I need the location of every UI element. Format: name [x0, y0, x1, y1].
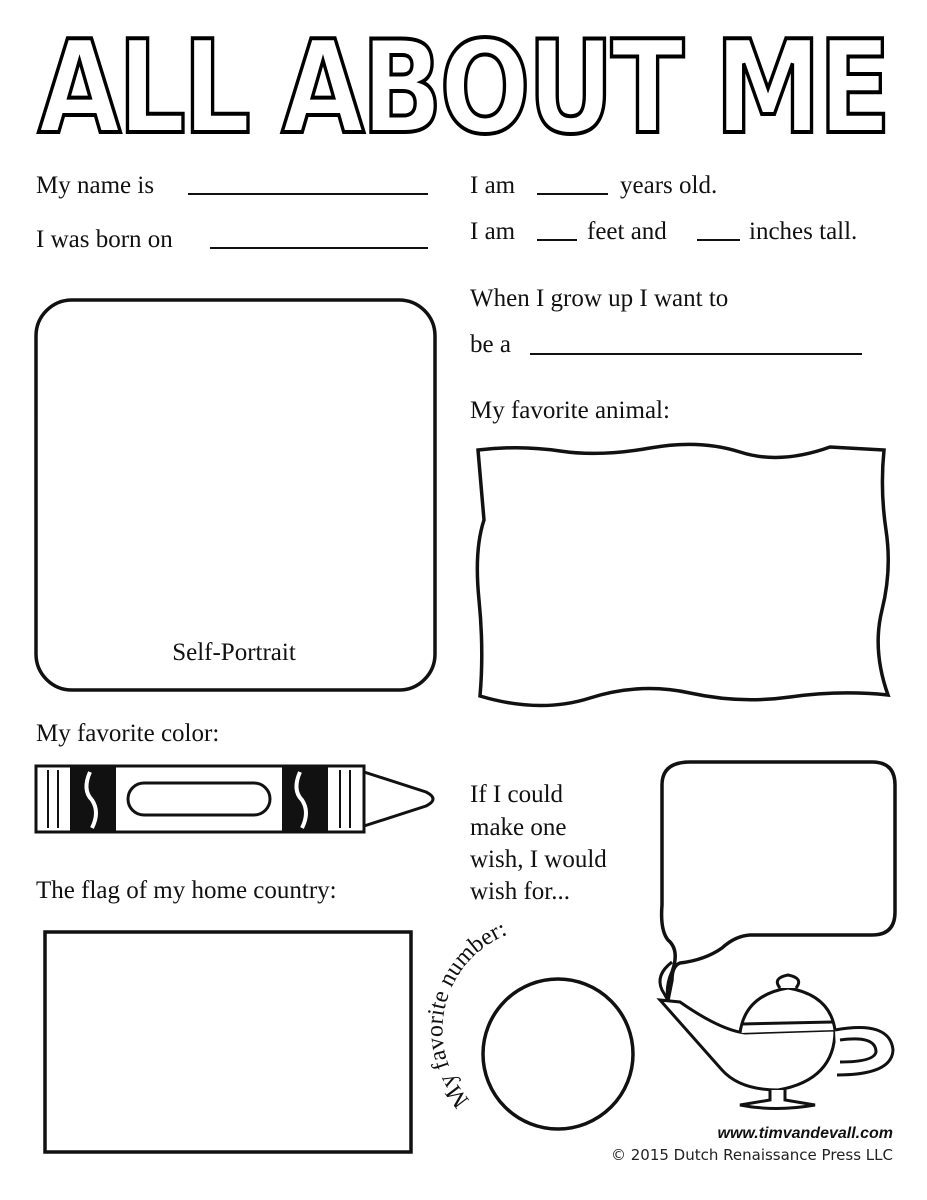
self-portrait-caption: Self-Portrait — [172, 639, 296, 666]
wish-speech-bubble[interactable] — [662, 762, 895, 1000]
number-label-path: My favorite number: — [422, 915, 511, 1113]
copyright: © 2015 Dutch Renaissance Press LLC — [610, 1146, 893, 1164]
animal-label: My favorite animal: — [470, 397, 670, 424]
age-prefix: I am — [470, 172, 516, 199]
name-label: My name is — [36, 172, 155, 199]
born-label: I was born on — [36, 226, 173, 253]
page-title: ALL ABOUT ME — [38, 14, 888, 163]
height-prefix: I am — [470, 218, 516, 245]
wish-line: If I could — [470, 781, 564, 808]
wish-line: make one — [470, 814, 567, 841]
self-portrait-box[interactable] — [36, 300, 435, 690]
color-label: My favorite color: — [36, 720, 220, 747]
animal-box[interactable] — [477, 444, 888, 705]
website-url: www.timvandevall.com — [717, 1125, 893, 1142]
age-suffix: years old. — [620, 172, 718, 199]
height-mid: feet and — [587, 218, 667, 245]
wish-line: wish, I would — [470, 846, 607, 873]
grow-up-label-2: be a — [470, 331, 511, 358]
height-suffix: inches tall. — [749, 218, 858, 245]
crayon-icon[interactable] — [36, 766, 433, 832]
flag-label: The flag of my home country: — [36, 877, 337, 904]
wish-line: wish for... — [470, 878, 570, 905]
favorite-number-circle[interactable] — [483, 979, 633, 1129]
grow-up-label: When I grow up I want to — [470, 285, 729, 312]
flag-box[interactable] — [45, 932, 411, 1152]
magic-lamp-icon — [660, 975, 893, 1109]
